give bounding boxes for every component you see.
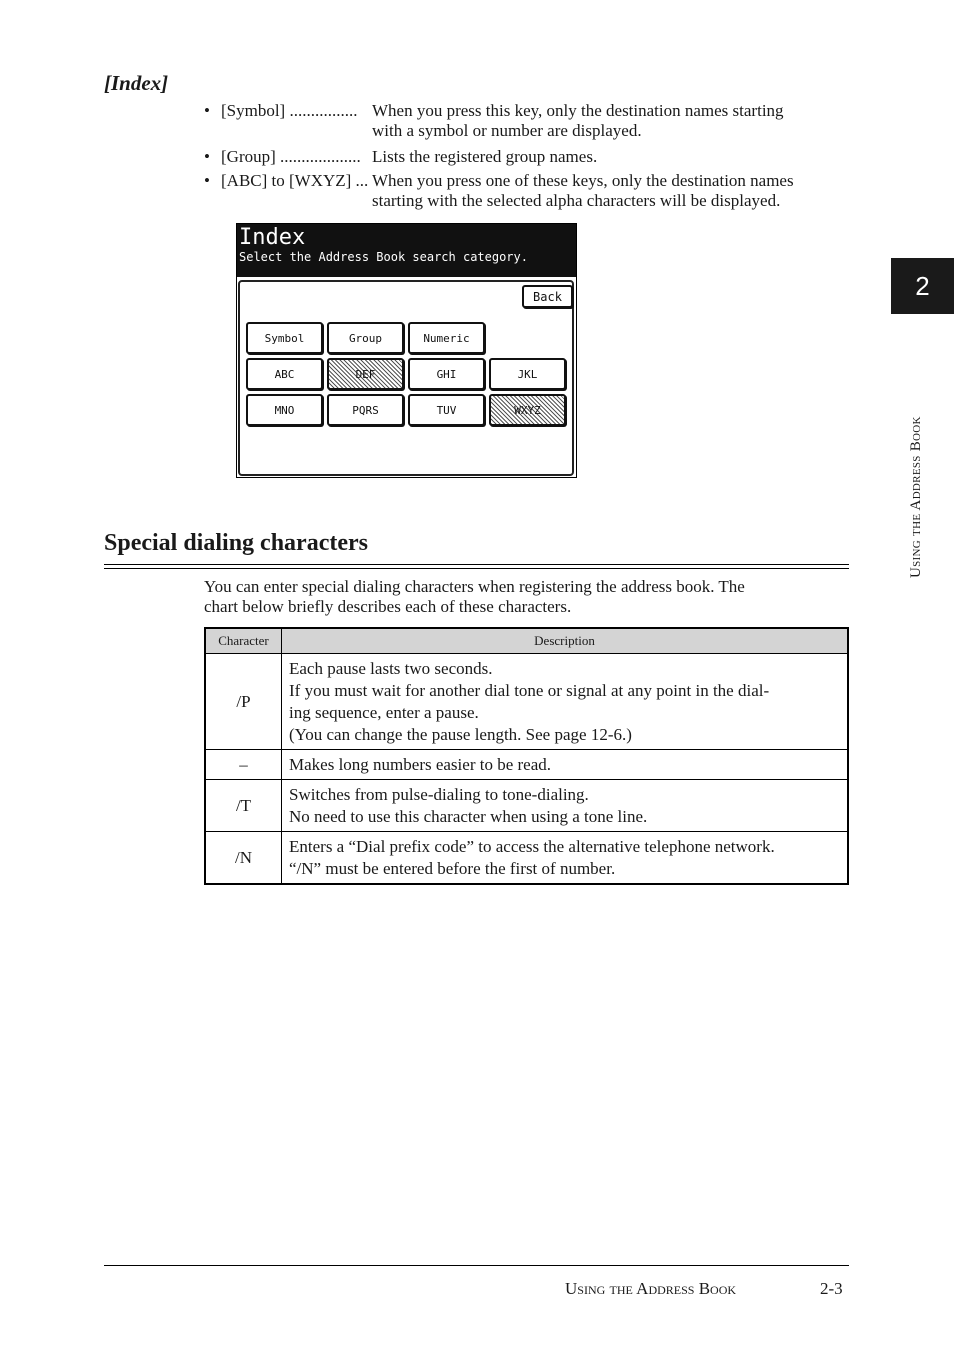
row-character: – xyxy=(205,750,282,780)
section-title: Special dialing characters xyxy=(104,530,368,556)
bullet-desc: When you press this key, only the destination names starting with a symbol or number are displayed. xyxy=(372,101,784,140)
bullet-desc: Lists the registered group names. xyxy=(372,147,598,166)
bullet-key: [Group] ................... xyxy=(221,147,361,166)
bullet-key: [ABC] to [WXYZ] ... xyxy=(221,171,369,190)
page-number: 2-3 xyxy=(820,1279,843,1298)
screen-panel xyxy=(238,280,574,476)
screen-title: Index xyxy=(239,225,306,250)
footer-rule xyxy=(104,1265,849,1266)
tuv-button[interactable]: TUV xyxy=(408,394,485,426)
bullet-desc: When you press one of these keys, only the destination names starting with the selected alpha characters will be displayed. xyxy=(372,171,794,210)
group-button[interactable]: Group xyxy=(327,322,404,354)
pqrs-button[interactable]: PQRS xyxy=(327,394,404,426)
ghi-button[interactable]: GHI xyxy=(408,358,485,390)
footer-label: Using the Address Book xyxy=(565,1279,737,1298)
index-heading: [Index] xyxy=(104,71,169,95)
jkl-button[interactable]: JKL xyxy=(489,358,566,390)
row-character: /N xyxy=(205,832,282,885)
row-description: Each pause lasts two seconds. If you must wait for another dial tone or signal at any point in the dial- ing sequence, enter a pause. (You can change the pause length. See page 12-6.) xyxy=(282,654,849,750)
bullet-key: [Symbol] ................ xyxy=(221,101,358,120)
row-description: Makes long numbers easier to be read. xyxy=(282,750,849,780)
screen-subtitle: Select the Address Book search category. xyxy=(239,250,528,264)
screen-header xyxy=(237,224,576,277)
side-chapter-label: Using the Address Book xyxy=(908,416,924,578)
section-rule xyxy=(104,564,849,565)
numeric-button[interactable]: Numeric xyxy=(408,322,485,354)
abc-button[interactable]: ABC xyxy=(246,358,323,390)
table-row xyxy=(205,654,848,750)
table-row xyxy=(205,750,848,780)
row-description: Enters a “Dial prefix code” to access the alternative telephone network. “/N” must be entered before the first of number. xyxy=(282,832,849,885)
section-rule xyxy=(104,568,849,569)
intro-paragraph: You can enter special dialing characters when registering the address book. The chart below briefly describes each of these characters. xyxy=(204,577,745,616)
table-header-row xyxy=(205,628,848,654)
index-screen xyxy=(236,223,577,478)
row-character: /P xyxy=(205,654,282,750)
header-character: Character xyxy=(205,628,282,654)
row-character: /T xyxy=(205,780,282,832)
table-row xyxy=(205,832,848,885)
chapter-tab: 2 xyxy=(891,258,954,314)
table-row xyxy=(205,780,848,832)
back-button[interactable]: Back xyxy=(522,285,573,308)
def-button[interactable]: DEF xyxy=(327,358,404,390)
header-description: Description xyxy=(282,628,849,654)
row-description: Switches from pulse-dialing to tone-dialing. No need to use this character when using a tone line. xyxy=(282,780,849,832)
mno-button[interactable]: MNO xyxy=(246,394,323,426)
special-characters-table xyxy=(204,627,849,885)
wxyz-button[interactable]: WXYZ xyxy=(489,394,566,426)
symbol-button[interactable]: Symbol xyxy=(246,322,323,354)
